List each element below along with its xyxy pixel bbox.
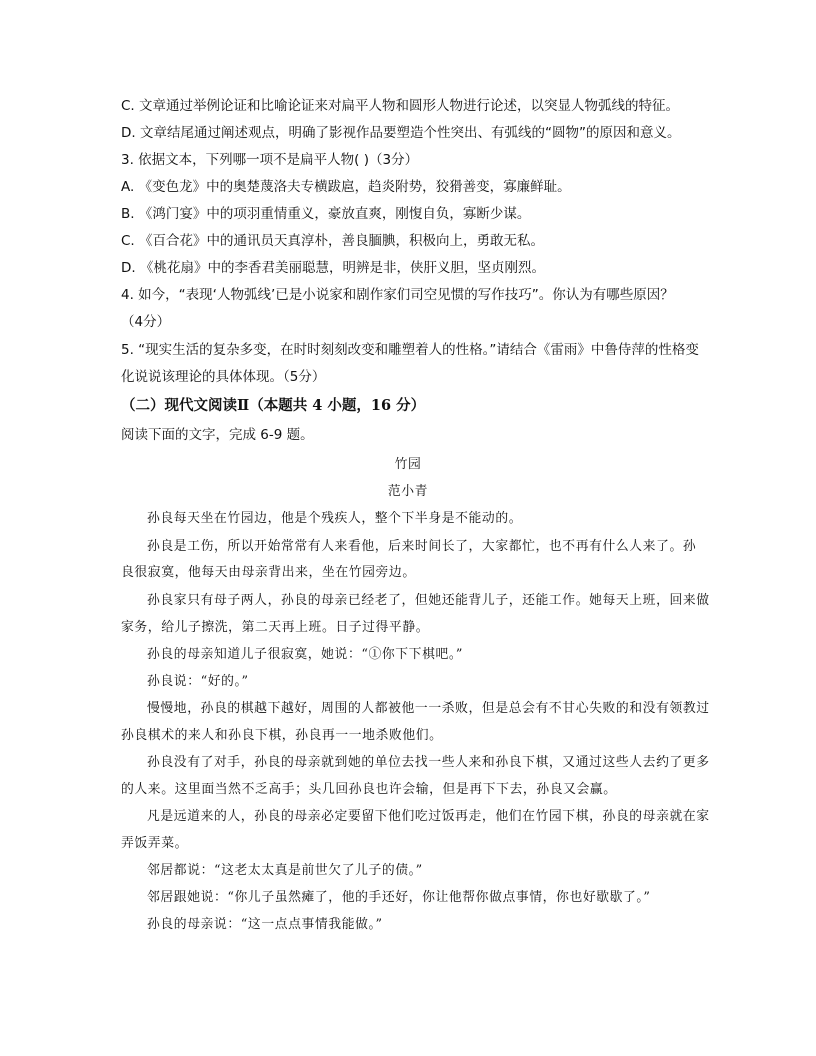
story-line: 孙良说：“好的。” xyxy=(147,674,249,689)
question-5-line-1: 5. “现实生活的复杂多变，在时时刻刻改变和雕塑着人的性格。”请结合《雷雨》中鲁侍萍的性格变 xyxy=(121,342,699,358)
story-line: 孙良的母亲知道儿子很寂寞，她说：“①你下下棋吧。” xyxy=(147,647,464,662)
question-2-option-c: C. 文章通过举例论证和比喻论证来对扁平人物和圆形人物进行论述，以突显人物弧线的特征。 xyxy=(121,98,680,114)
story-line: 孙良没有了对手，孙良的母亲就到她的单位去找一些人来和孙良下棋，又通过这些人去约了更多 xyxy=(147,755,710,770)
section-heading: （二）现代文阅读Ⅱ（本题共 4 小题，16 分） xyxy=(121,397,426,414)
section-instruction: 阅读下面的文字，完成 6-9 题。 xyxy=(121,427,314,443)
question-2-option-d: D. 文章结尾通过阐述观点，明确了影视作品要塑造个性突出、有弧线的“圆物”的原因和意义。 xyxy=(121,125,681,141)
story-line: 家务，给儿子擦洗，第二天再上班。日子过得平静。 xyxy=(121,620,430,635)
question-5-line-2: 化说说该理论的具体体现。（5分） xyxy=(121,369,326,385)
story-author: 范小青 xyxy=(387,484,429,499)
story-line: 慢慢地，孙良的棋越下越好，周围的人都被他一一杀败，但是总会有不甘心失败的和没有领教过 xyxy=(147,701,710,716)
story-line: 孙良每天坐在竹园边，他是个残疾人，整个下半身是不能动的。 xyxy=(147,511,523,526)
story-line: 邻居跟她说：“你儿子虽然瘫了，他的手还好，你让他帮你做点事情，你也好歇歇了。” xyxy=(147,890,651,905)
question-4-line-2: （4分） xyxy=(121,314,171,330)
question-3-option-c: C. 《百合花》中的通讯员天真淳朴，善良腼腆，积极向上，勇敢无私。 xyxy=(121,233,545,249)
story-line: 孙良家只有母子两人，孙良的母亲已经老了，但她还能背儿子，还能工作。她每天上班，回来做 xyxy=(147,593,710,608)
story-line: 孙良是工伤，所以开始常常有人来看他，后来时间长了，大家都忙，也不再有什么人来了。孙 xyxy=(147,539,697,554)
question-4-line-1: 4. 如今，“表现‘人物弧线’已是小说家和剧作家们司空见惯的写作技巧”。你认为有哪些原因？ xyxy=(121,287,674,303)
question-3-stem: 3. 依据文本，下列哪一项不是扁平人物( )（3分） xyxy=(121,152,419,168)
story-line: 孙良棋术的来人和孙良下棋，孙良再一一地杀败他们。 xyxy=(121,728,443,743)
question-3-option-b: B. 《鸿门宴》中的项羽重情重义，豪放直爽，刚愎自负，寡断少谋。 xyxy=(121,206,531,222)
question-3-option-d: D. 《桃花扇》中的李香君美丽聪慧，明辨是非，侠肝义胆，坚贞刚烈。 xyxy=(121,260,545,276)
story-line: 的人来。这里面当然不乏高手；头几回孙良也许会输，但是再下下去，孙良又会赢。 xyxy=(121,782,617,797)
story-line: 邻居都说：“这老太太真是前世欠了儿子的债。” xyxy=(147,863,423,878)
story-line: 良很寂寞，他每天由母亲背出来，坐在竹园旁边。 xyxy=(121,565,416,580)
story-line: 孙良的母亲说：“这一点点事情我能做。” xyxy=(147,917,383,932)
story-line: 凡是远道来的人，孙良的母亲必定要留下他们吃过饭再走，他们在竹园下棋，孙良的母亲就在家 xyxy=(147,809,710,824)
story-line: 弄饭弄菜。 xyxy=(121,836,188,851)
story-title: 竹园 xyxy=(394,457,422,472)
question-3-option-a: A. 《变色龙》中的奥楚蔑洛夫专横跋扈，趋炎附势，狡猾善变，寡廉鲜耻。 xyxy=(121,179,571,195)
